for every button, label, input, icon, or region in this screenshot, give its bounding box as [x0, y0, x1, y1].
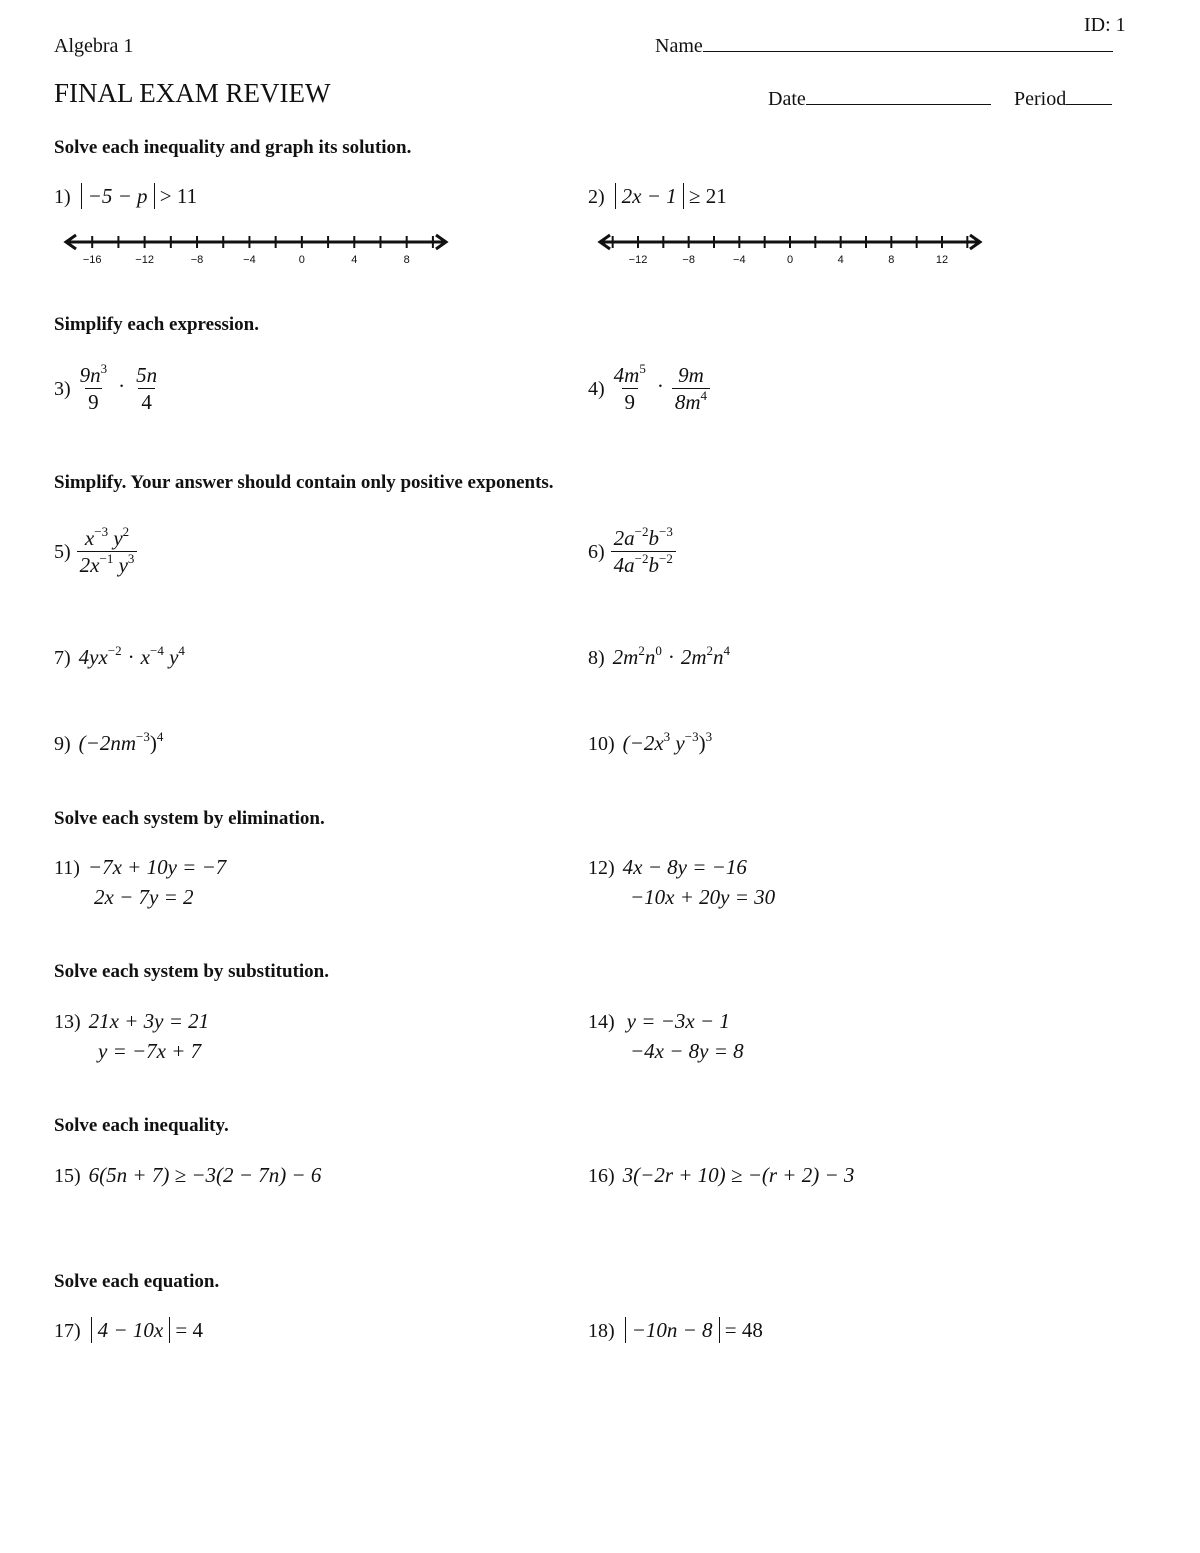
section-inequality: Solve each inequality.	[54, 1115, 229, 1136]
section-elimination: Solve each system by elimination.	[54, 808, 325, 829]
tick-label: −16	[82, 254, 102, 266]
period-line	[1066, 88, 1112, 105]
problem-number: 8)	[588, 647, 605, 669]
fraction: $\frac{x^{-3} y^2}{2x^{-1} y^3}$	[77, 525, 138, 578]
problem-number: 11)	[54, 857, 80, 879]
problem-10: 10) ($-2x^3$ $y^{-3})^3$	[588, 729, 713, 755]
tick-label: 8	[403, 254, 410, 266]
fraction: $\frac{9m}{8m^4}$	[672, 362, 710, 415]
section-simplify-expression: Simplify each expression.	[54, 314, 259, 335]
problem-number: 6)	[588, 541, 605, 564]
problem-4: 4) $\frac{4m^5}{9}$ · $\frac{9m}{8m^4}$	[588, 362, 712, 415]
period-label: Period	[1014, 88, 1067, 110]
inequality-expression: 3(−2r + 10) ≥ −(r + 2) − 3	[622, 1163, 855, 1187]
expr-rest: = 48	[724, 1318, 763, 1342]
fraction: $\frac{5n}{4}$	[136, 363, 158, 414]
abs-value: 4 − 10x	[91, 1317, 171, 1343]
date-field[interactable]	[768, 88, 991, 111]
problem-6	[588, 525, 678, 578]
problem-number: 10)	[588, 733, 615, 755]
problem-15	[54, 1163, 321, 1188]
section-substitution: Solve each system by substitution.	[54, 961, 329, 982]
tick-label: 4	[351, 254, 358, 266]
expr-rest: = 4	[175, 1318, 204, 1342]
fraction: $\frac{2a^{-2}b^{-3}}{4a^{-2}b^{-2}}$	[611, 525, 676, 578]
problem-16	[588, 1163, 854, 1188]
problem-number: 4)	[588, 378, 605, 401]
abs-value: −5 − p	[81, 183, 155, 209]
tick-label: −12	[135, 254, 154, 266]
problem-13	[54, 1009, 209, 1034]
abs-value: 2x − 1	[615, 183, 684, 209]
problem-5	[54, 525, 139, 578]
id-label: ID: 1	[1084, 14, 1126, 36]
problem-number: 5)	[54, 541, 71, 564]
problem-number: 2)	[588, 186, 605, 208]
tick-label: 0	[786, 254, 794, 266]
problem-11-equation-2: 2x − 7y = 2	[94, 885, 194, 909]
problem-number: 15)	[54, 1165, 81, 1187]
problem-number: 3)	[54, 378, 71, 401]
number-line-1[interactable]	[60, 228, 460, 273]
name-label: Name	[655, 35, 703, 57]
inequality-expression: 6(5n + 7) ≥ −3(2 − 7n) − 6	[88, 1163, 322, 1187]
tick-label: 8	[888, 254, 895, 266]
page-title: FINAL EXAM REVIEW	[54, 78, 331, 108]
fraction: $\frac{4m^5}{9}$	[613, 361, 646, 414]
name-line	[703, 35, 1113, 52]
problem-13-equation-2: y = −7x + 7	[98, 1039, 202, 1063]
section-positive-exponents: Simplify. Your answer should contain only positive exponents.	[54, 472, 554, 493]
problem-14-equation-2: −4x − 8y = 8	[630, 1039, 744, 1063]
tick-label: −4	[733, 254, 746, 266]
problem-11	[54, 855, 226, 880]
problem-number: 18)	[588, 1320, 615, 1342]
problem-9: 9) $(-2nm^{-3})^4$	[54, 729, 164, 755]
equation-1: 21x + 3y = 21	[88, 1009, 210, 1033]
expr-rest: > 11	[159, 184, 198, 208]
tick-label: 0	[298, 254, 305, 266]
section-inequality-graph: Solve each inequality and graph its solution.	[54, 137, 412, 158]
tick-label: −12	[628, 254, 648, 266]
problem-17	[54, 1317, 203, 1343]
problem-2	[588, 183, 727, 209]
equation-1: 4x − 8y = −16	[622, 855, 747, 879]
date-line	[806, 88, 991, 105]
problem-number: 9)	[54, 733, 71, 755]
problem-number: 13)	[54, 1011, 81, 1033]
abs-value: −10n − 8	[625, 1317, 720, 1343]
equation-1: y = −3x − 1	[626, 1009, 730, 1033]
problem-number: 1)	[54, 186, 71, 208]
section-equation: Solve each equation.	[54, 1271, 220, 1292]
problem-3: 3) $\frac{9n^3}{9}$ · $\frac{5n}{4}$	[54, 362, 162, 415]
problem-7: 7) $4yx^{-2} \cdot x^{-4}$ $y^4$	[54, 643, 185, 669]
course-label: Algebra 1	[54, 35, 134, 57]
tick-label: −8	[682, 254, 695, 266]
problem-18	[588, 1317, 763, 1343]
equation-1: −7x + 10y = −7	[87, 855, 227, 879]
number-line-2[interactable]	[594, 228, 994, 273]
name-field[interactable]	[655, 35, 1113, 58]
problem-12	[588, 855, 747, 880]
problem-number: 16)	[588, 1165, 615, 1187]
tick-label: 4	[837, 254, 844, 266]
problem-number: 12)	[588, 857, 615, 879]
period-field[interactable]	[1014, 88, 1112, 111]
problem-number: 17)	[54, 1320, 81, 1342]
problem-14	[588, 1009, 730, 1034]
problem-1	[54, 183, 197, 209]
problem-number: 7)	[54, 647, 71, 669]
fraction: $\frac{9n^3}{9}$	[79, 361, 108, 414]
date-label: Date	[768, 88, 806, 110]
problem-8: 8) $2m^2n^0 \cdot 2m^2n^4$	[588, 643, 731, 669]
problem-number: 14)	[588, 1011, 615, 1033]
problem-12-equation-2: −10x + 20y = 30	[630, 885, 776, 909]
tick-label: −8	[190, 254, 204, 266]
tick-label: −4	[243, 254, 256, 266]
tick-label: 12	[935, 254, 949, 266]
expr-rest: ≥ 21	[688, 184, 727, 208]
